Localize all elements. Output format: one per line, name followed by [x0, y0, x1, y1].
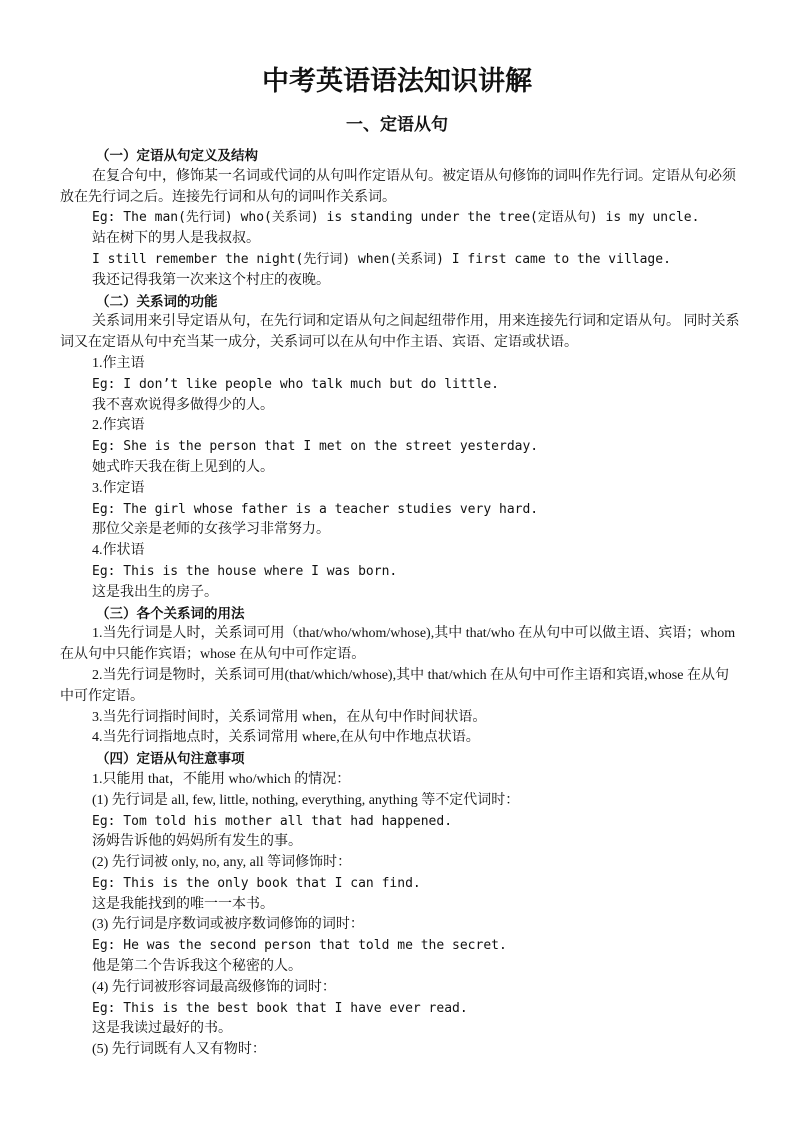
- example-sentence: Eg: This is the best book that I have ever read.: [92, 1000, 468, 1016]
- section-heading: （三）各个关系词的用法: [96, 605, 245, 622]
- example-sentence: Eg: This is the house where I was born.: [92, 563, 398, 579]
- text-line: 1.作主语: [92, 355, 145, 371]
- example-sentence: Eg: She is the person that I met on the street yesterday.: [92, 439, 539, 455]
- text-line: (5) 先行词既有人又有物时：: [92, 1042, 266, 1058]
- text-line: 我不喜欢说得多做得少的人。: [92, 397, 274, 413]
- example-sentence: Eg: This is the only book that I can find.: [92, 875, 421, 891]
- text-line: 2.当先行词是物时，关系词可用(that/which/whose),其中 that/which 在从句中可作主语和宾语,whose 在从句中可作定语。: [60, 667, 729, 704]
- text-line: 在复合句中，修饰某一名词或代词的从句叫作定语从句。被定语从句修饰的词叫作先行词。定语从句必须放在先行词之后。连接先行词和从句的词叫作关系词。: [60, 168, 736, 205]
- example-sentence: Eg: The girl whose father is a teacher studies very hard.: [92, 501, 539, 517]
- section-heading: （二）关系词的功能: [96, 293, 218, 310]
- text-line: 3.作定语: [92, 480, 145, 496]
- text-line: 4.作状语: [92, 543, 145, 559]
- text-line: 1.当先行词是人时，关系词可用（that/who/whom/whose),其中 that/who 在从句中可以做主语、宾语；whom 在从句中只能作宾语；whose 在从句中可作定语。: [60, 626, 736, 663]
- text-line: 这是我读过最好的书。: [92, 1021, 232, 1037]
- text-line: (3) 先行词是序数词或被序数词修饰的词时：: [92, 917, 364, 933]
- text-line: 我还记得我第一次来这个村庄的夜晚。: [92, 272, 330, 288]
- text-line: 1.只能用 that，不能用 who/which 的情况：: [92, 771, 351, 787]
- section-title: 一、定语从句: [346, 115, 448, 135]
- text-line: 2.作宾语: [92, 418, 145, 434]
- text-line: 关系词用来引导定语从句，在先行词和定语从句之间起纽带作用，用来连接先行词和定语从句。 同时关系词又在定语从句中充当某一成分，关系词可以在从句中作主语、宾语、定语或状语。: [60, 314, 740, 351]
- example-sentence: Eg: The man(先行词) who(关系词) is standing under the tree(定语从句) is my uncle.: [92, 210, 700, 226]
- text-line: (2) 先行词被 only, no, any, all 等词修饰时：: [92, 855, 352, 871]
- text-line: (1) 先行词是 all, few, little, nothing, everything, anything 等不定代词时：: [92, 792, 520, 808]
- text-line: (4) 先行词被形容词最高级修饰的词时：: [92, 979, 336, 995]
- text-line: 4.当先行词指地点时，关系词常用 where,在从句中作地点状语。: [92, 730, 480, 746]
- example-sentence: I still remember the night(先行词) when(关系词) I first came to the village.: [92, 251, 671, 267]
- text-line: 站在树下的男人是我叔叔。: [92, 231, 260, 247]
- section-heading: （一）定语从句定义及结构: [96, 148, 258, 164]
- text-line: 他是第二个告诉我这个秘密的人。: [92, 959, 302, 975]
- text-line: 她式昨天我在街上见到的人。: [92, 459, 274, 475]
- example-sentence: Eg: He was the second person that told me the secret.: [92, 938, 507, 954]
- page-title: 中考英语语法知识讲解: [262, 66, 532, 97]
- section-heading: （四）定语从句注意事项: [96, 751, 245, 768]
- example-sentence: Eg: I don’t like people who talk much but do little.: [92, 376, 499, 392]
- text-line: 汤姆告诉他的妈妈所有发生的事。: [92, 834, 302, 850]
- example-sentence: Eg: Tom told his mother all that had happened.: [92, 813, 453, 829]
- text-line: 那位父亲是老师的女孩学习非常努力。: [92, 522, 330, 538]
- document-body: [60, 146, 740, 1061]
- text-line: 3.当先行词指时间时，关系词常用 when，在从句中作时间状语。: [92, 709, 487, 725]
- text-line: 这是我能找到的唯一一本书。: [92, 896, 274, 912]
- text-line: 这是我出生的房子。: [92, 584, 218, 600]
